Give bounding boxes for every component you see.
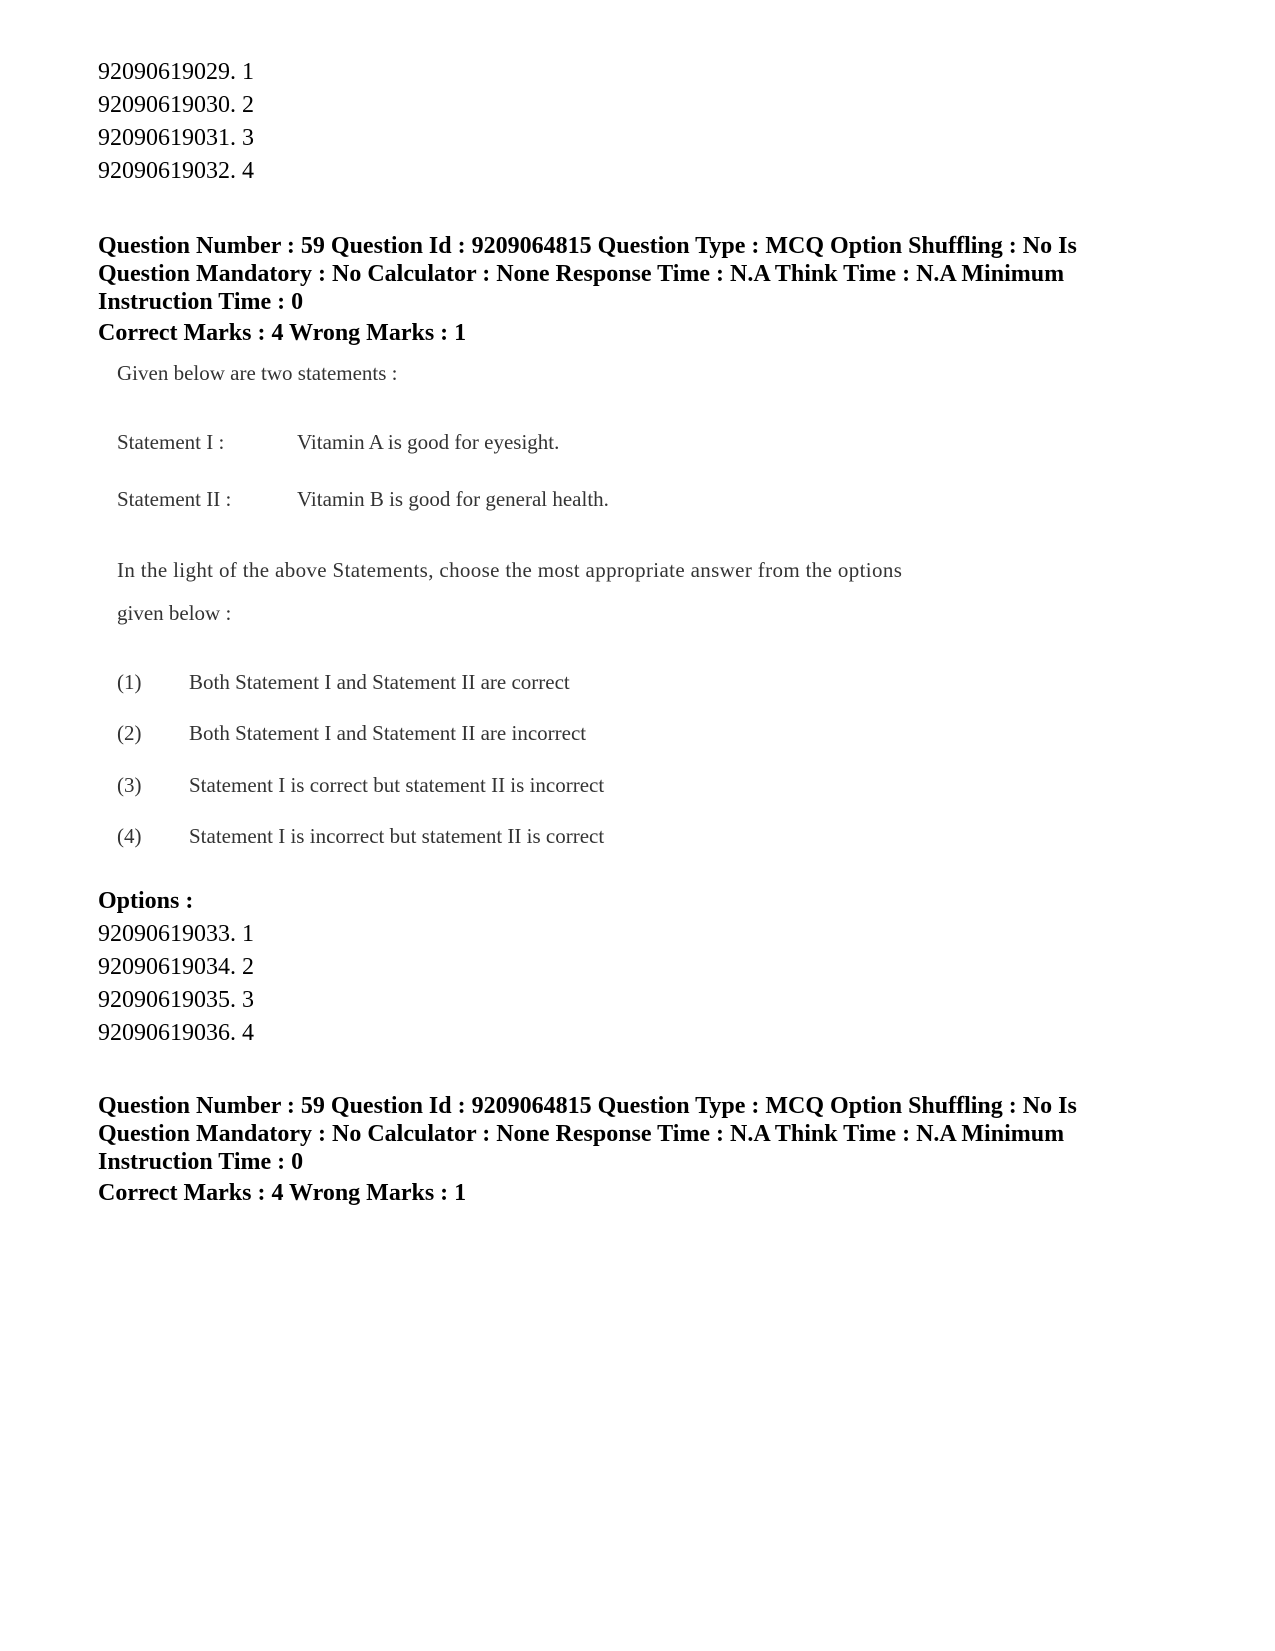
question-meta [98,232,1188,316]
question-meta-line: Question Mandatory : No Calculator : None Response Time : N.A Think Time : N.A Minimum [98,261,1065,287]
question-meta-line: Question Mandatory : No Calculator : None Response Time : N.A Think Time : N.A Minimum [98,1121,1065,1147]
choice-number: (4) [117,824,142,848]
choice-text: Statement I is correct but statement II is incorrect [189,773,605,797]
question-meta-line: Instruction Time : 0 [98,1149,304,1175]
question-instruction: In the light of the above Statements, choose the most appropriate answer from the options [117,558,903,582]
option-line: 92090619035. 3 [98,987,254,1013]
choice-text: Both Statement I and Statement II are correct [189,670,570,694]
choice-number: (1) [117,670,142,694]
options-heading: Options : [98,888,194,914]
statement-1-label: Statement I : [117,430,225,454]
option-line: 92090619036. 4 [98,1020,254,1046]
choice-number: (2) [117,721,142,745]
option-line: 92090619030. 2 [98,92,254,118]
question-meta-line: Question Number : 59 Question Id : 9209064815 Question Type : MCQ Option Shuffling : No Is [98,233,1077,259]
question-marks: Correct Marks : 4 Wrong Marks : 1 [98,1180,467,1206]
question-marks: Correct Marks : 4 Wrong Marks : 1 [98,320,467,346]
choice-text: Both Statement I and Statement II are incorrect [189,721,587,745]
question-meta-line: Instruction Time : 0 [98,289,304,315]
question-meta [98,1092,1188,1176]
question-instruction-cont: given below : [117,601,232,625]
option-line: 92090619033. 1 [98,921,254,947]
choice-text: Statement I is incorrect but statement II is correct [189,824,605,848]
statement-1-text: Vitamin A is good for eyesight. [297,430,560,454]
statement-2-label: Statement II : [117,487,232,511]
question-intro: Given below are two statements : [117,361,398,385]
option-line: 92090619031. 3 [98,125,254,151]
statement-2-text: Vitamin B is good for general health. [297,487,609,511]
choice-number: (3) [117,773,142,797]
option-line: 92090619032. 4 [98,158,254,184]
question-meta-line: Question Number : 59 Question Id : 9209064815 Question Type : MCQ Option Shuffling : No Is [98,1093,1077,1119]
option-line: 92090619034. 2 [98,954,254,980]
option-line: 92090619029. 1 [98,59,254,85]
